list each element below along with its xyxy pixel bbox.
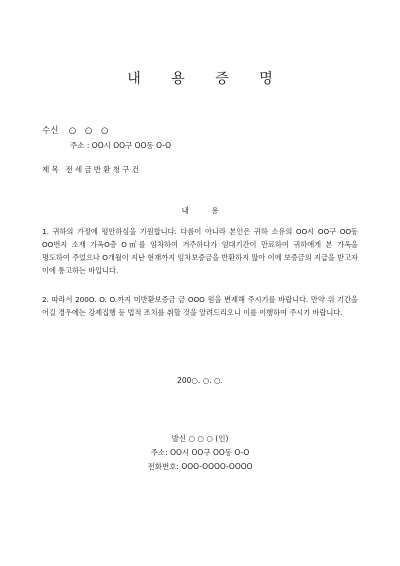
recipient-address: 주소 : OO시 OO구 OO동 O-O [70, 141, 172, 150]
body-paragraph-2: 2. 따라서 200O. O. O.까지 미반환보증금 금 OOO 원을 변제해 주시기를 바랍니다. 만약 위 기간을 어길 경우에는 강제집행 등 법적 조치를 취할 것을 알려드리오니 이를 이행하여 주시기 바랍니다. [42, 295, 358, 317]
sender-phone: 전화번호: OOO-OOOO-OOOO [147, 462, 253, 471]
content-heading: 내 용 [181, 206, 229, 215]
body-paragraph-1: 1. 귀하의 가정에 평안하심을 기원합니다. 다름이 아니라 본인은 귀하 소유의 OO시 OO구 OO동 OO번지 소재 가옥O층 O㎡를 임차하여 거주하다가 임대기간이 만료하여 귀하에게 본 가옥을 명도하여 주었으나 O개월이 지난 현재까지 임차보증금을 반환하지 않아 이에 보증금의 지급을 받고자 이에 통고하는 바입니다. [42, 227, 358, 275]
recipient-line [42, 124, 111, 136]
document-date: 200○. ○. ○. [177, 376, 223, 385]
subject-line: 제목 전세금반환청구건 [42, 165, 142, 174]
recipient-label: 수신 [42, 126, 59, 136]
sender-block [0, 432, 400, 474]
recipient-name: ○ ○ ○ [68, 126, 112, 136]
sender-line: 발신 ○ ○ ○ (인) [171, 434, 229, 443]
document-title: 내 용 증 명 [127, 71, 286, 87]
sender-address: 주소: OO시 OO구 OO동 O-O [150, 448, 250, 457]
